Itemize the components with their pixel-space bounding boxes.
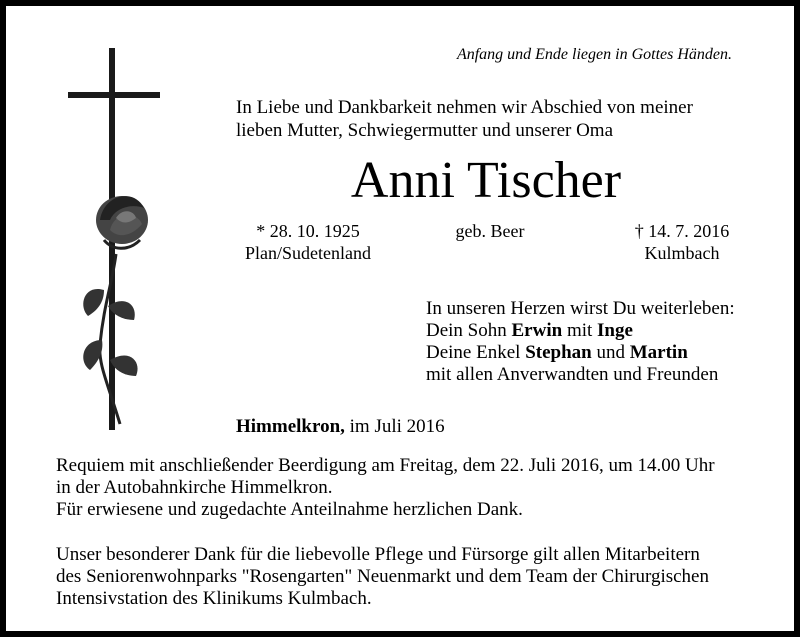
intro-line: In Liebe und Dankbarkeit nehmen wir Abschied von meiner <box>236 97 693 118</box>
thanks-line: des Seniorenwohnparks "Rosengarten" Neuenmarkt und dem Team der Chirurgischen <box>56 566 709 587</box>
grandchildren-prefix: Deine Enkel <box>426 342 526 363</box>
maiden-name: geb. Beer <box>455 221 525 241</box>
date-text: im Juli 2016 <box>344 416 445 437</box>
requiem-text <box>56 455 715 521</box>
place-date <box>236 416 445 438</box>
thanks-line: Unser besonderer Dank für die liebevolle Pflege und Fürsorge gilt allen Mitarbeitern <box>56 544 700 565</box>
mourners-line: mit allen Anverwandten und Freunden <box>426 364 719 385</box>
thanks-text <box>56 544 709 610</box>
birth-date: * 28. 10. 1925 <box>256 221 360 241</box>
place-name: Himmelkron, <box>236 416 345 437</box>
death-date: † 14. 7. 2016 <box>634 221 730 241</box>
mourners-line <box>426 342 735 364</box>
intro-text <box>236 96 693 142</box>
son-connector: mit <box>562 320 598 341</box>
death-place: Kulmbach <box>644 243 720 263</box>
son-prefix: Dein Sohn <box>426 320 512 341</box>
mourners-list <box>426 298 735 386</box>
requiem-line: in der Autobahnkirche Himmelkron. <box>56 477 333 498</box>
son-partner-name: Inge <box>597 320 633 341</box>
mourners-line: In unseren Herzen wirst Du weiterleben: <box>426 298 735 319</box>
deceased-name: Anni Tischer <box>350 152 622 209</box>
cross-with-rose-icon <box>64 44 164 434</box>
grandchild-name: Stephan <box>525 342 592 363</box>
requiem-line: Für erwiesene und zugedachte Anteilnahme herzlichen Dank. <box>56 499 523 520</box>
birth-info <box>238 220 378 264</box>
death-info <box>612 220 752 264</box>
thanks-line: Intensivstation des Klinikums Kulmbach. <box>56 588 372 609</box>
grandchild-name: Martin <box>629 342 688 363</box>
requiem-line: Requiem mit anschließender Beerdigung am Freitag, dem 22. Juli 2016, um 14.00 Uhr <box>56 455 715 476</box>
birth-place: Plan/Sudetenland <box>245 243 371 263</box>
mourners-line <box>426 320 735 342</box>
grandchildren-connector: und <box>591 342 630 363</box>
motto: Anfang und Ende liegen in Gottes Händen. <box>456 46 732 63</box>
intro-line: lieben Mutter, Schwiegermutter und unserer Oma <box>236 120 614 141</box>
son-name: Erwin <box>511 320 563 341</box>
